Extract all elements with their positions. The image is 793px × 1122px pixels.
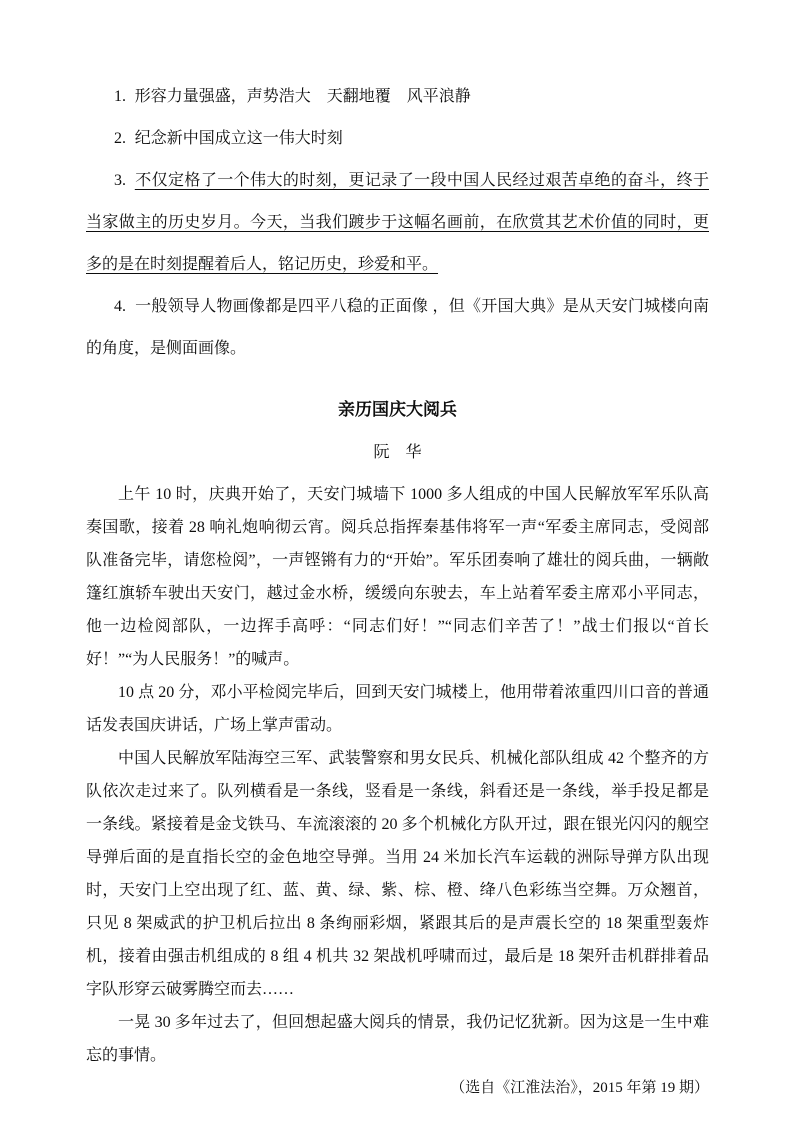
answer-text-4: 一般领导人物画像都是四平八稳的正面像 ，但《开国大典》是从天安门城楼向南的角度，是侧面画像。 [86, 298, 709, 357]
article-paragraph-3: 中国人民解放军陆海空三军、武装警察和男女民兵、机械化部队组成 42 个整齐的方队依次走过来了。队列横看是一条线，竖看是一条线，斜看还是一条线，举手投足都是一条线。紧接着是金戈铁马、车流滚滚的 20 多个机械化方队开过，跟在银光闪闪的舰空导弹后面的是直指长空的金色地空导弹。当用 24 米加长汽车运载的洲际导弹方队出现时，天安门上空出现了红、蓝、黄、绿、紫、棕、橙、绛八色彩练当空舞。万众翘首，只见 8 架威武的护卫机后拉出 8 条绚丽彩烟，紧跟其后的是声震长空的 18 架重型轰炸机，接着由强击机组成的 8 组 4 机共 32 架战机呼啸而过，最后是 18 架歼击机群排着品字队形穿云破雾腾空而去…… [86, 750, 709, 998]
answer-number-4: 4. [114, 298, 126, 315]
article-paragraph-2: 10 点 20 分，邓小平检阅完毕后，回到天安门城楼上，他用带着浓重四川口音的普通话发表国庆讲话，广场上掌声雷动。 [86, 684, 709, 734]
article-paragraph-4: 一晃 30 多年过去了，但回想起盛大阅兵的情景，我仍记忆犹新。因为这是一生中难忘的事情。 [86, 1014, 709, 1064]
answer-item-1 [86, 76, 709, 118]
answer-text-2: 纪念新中国成立这一伟大时刻 [134, 130, 343, 147]
article-source: （选自《江淮法治》，2015 年第 19 期） [450, 1080, 709, 1096]
answer-text-3: 不仅定格了一个伟大的时刻，更记录了一段中国人民经过艰苦卓绝的奋斗，终于当家做主的历史岁月。今天，当我们踱步于这幅名画前，在欣赏其艺术价值的同时，更多的是在时刻提醒着后人，铭记历史，珍爱和平。 [86, 172, 709, 273]
answer-item-3 [86, 160, 709, 286]
answer-text-1: 形容力量强盛，声势浩大 天翻地覆 风平浪静 [134, 88, 471, 105]
answer-item-4 [86, 286, 709, 370]
article-title: 亲历国庆大阅兵 [338, 400, 457, 419]
article-author: 阮 华 [373, 444, 422, 461]
reading-passage [86, 396, 709, 1105]
answer-number-1: 1. [114, 88, 126, 105]
answer-number-2: 2. [114, 130, 126, 147]
answer-item-2 [86, 118, 709, 160]
article-paragraph-1: 上午 10 时，庆典开始了，天安门城墙下 1000 多人组成的中国人民解放军军乐队高奏国歌，接着 28 响礼炮响彻云宵。阅兵总指挥秦基伟将军一声“军委主席同志，受阅部队准备完毕，请您检阅”，一声铿锵有力的“开始”。军乐团奏响了雄壮的阅兵曲，一辆敞篷红旗轿车驶出天安门，越过金水桥，缓缓向东驶去，车上站着军委主席邓小平同志，他一边检阅部队，一边挥手高呼：“同志们好！”“同志们辛苦了！”战士们报以“首长好！”“为人民服务！”的喊声。 [86, 486, 709, 668]
answer-list [86, 76, 709, 370]
answer-number-3: 3. [114, 172, 126, 189]
